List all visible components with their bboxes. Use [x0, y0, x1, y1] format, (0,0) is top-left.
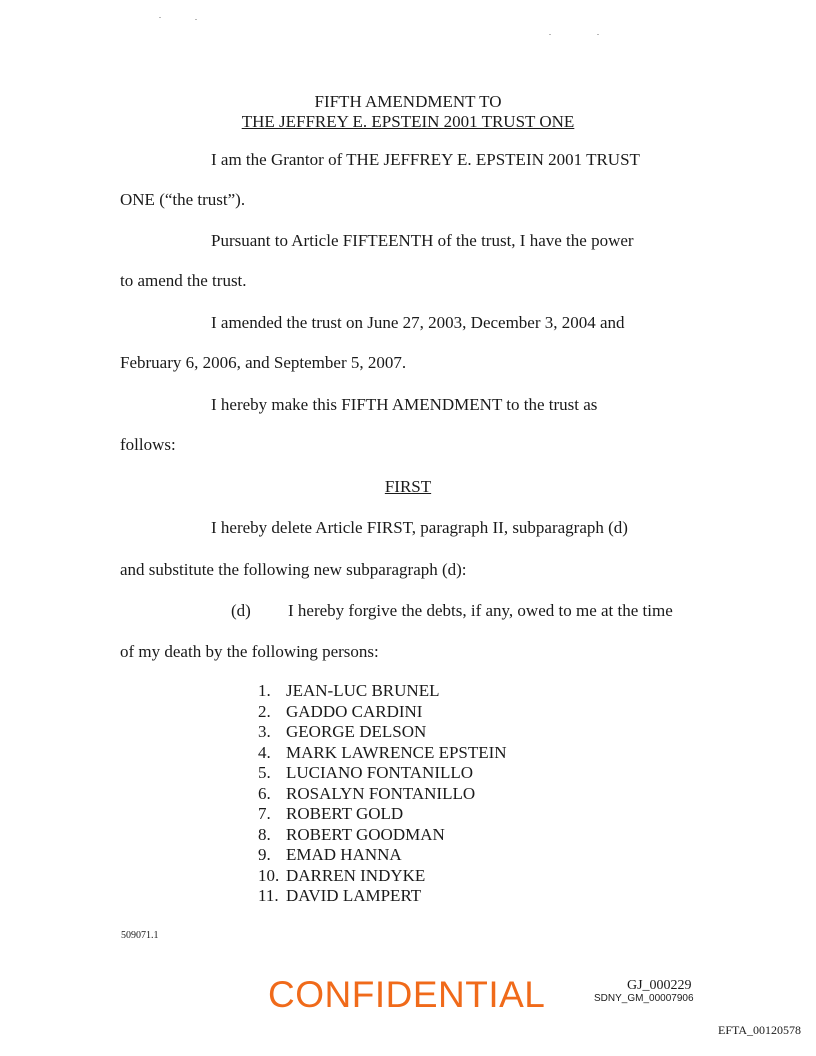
scan-speck	[195, 19, 197, 20]
paragraph-2-line-2: to amend the trust.	[120, 271, 247, 290]
list-item-number: 1.	[258, 681, 271, 700]
paragraph-3-line-1: I amended the trust on June 27, 2003, December 3, 2004 and	[211, 313, 625, 332]
list-item-name: LUCIANO FONTANILLO	[286, 763, 474, 782]
list-item	[258, 784, 507, 805]
subparagraph-line-2: of my death by the following persons:	[120, 642, 379, 661]
list-item	[258, 763, 507, 784]
document-number: 509071.1	[121, 930, 159, 941]
list-item-name: GADDO CARDINI	[286, 701, 423, 721]
paragraph-3-line-2: February 6, 2006, and September 5, 2007.	[120, 353, 407, 372]
list-item-number: 6.	[258, 783, 271, 803]
subparagraph-line-1: I hereby forgive the debts, if any, owed to me at the time	[288, 601, 673, 620]
list-item-name: EMAD HANNA	[286, 845, 402, 864]
list-item-name: JEAN-LUC BRUNEL	[286, 681, 440, 700]
scan-speck	[597, 34, 599, 35]
list-item-number: 7.	[258, 804, 271, 823]
list-item	[258, 866, 507, 887]
list-item-name: ROBERT GOODMAN	[286, 824, 445, 844]
paragraph-1-line-2: ONE (“the trust”).	[120, 190, 246, 209]
list-item-name: DARREN INDYKE	[286, 865, 426, 885]
paragraph-2-line-1: Pursuant to Article FIFTEENTH of the trust, I have the power	[211, 231, 634, 250]
list-item-name: GEORGE DELSON	[286, 722, 427, 741]
efta-number: EFTA_00120578	[718, 1023, 802, 1037]
section-para-line-2: and substitute the following new subparagraph (d):	[120, 560, 467, 579]
list-item-number: 11.	[258, 886, 279, 905]
list-item-name: ROSALYN FONTANILLO	[286, 783, 476, 803]
list-item-name: ROBERT GOLD	[286, 804, 404, 823]
list-item-number: 2.	[258, 701, 271, 721]
list-item-number: 4.	[258, 742, 271, 762]
paragraph-4-line-1: I hereby make this FIFTH AMENDMENT to the trust as	[211, 395, 598, 414]
list-item	[258, 804, 507, 825]
list-item-number: 3.	[258, 722, 271, 741]
list-item	[258, 722, 507, 743]
list-item-number: 10.	[258, 865, 280, 885]
bates-number-sdny: SDNY_GM_00007906	[594, 993, 694, 1004]
list-item	[258, 681, 507, 702]
list-item-number: 5.	[258, 763, 271, 782]
persons-list	[258, 681, 507, 907]
paragraph-1-line-1: I am the Grantor of THE JEFFREY E. EPSTEIN 2001 TRUST	[211, 150, 640, 169]
scan-speck	[549, 34, 551, 35]
confidential-stamp: CONFIDENTIAL	[268, 974, 546, 1015]
list-item	[258, 845, 507, 866]
list-item-number: 9.	[258, 845, 271, 864]
document-title-line-2: THE JEFFREY E. EPSTEIN 2001 TRUST ONE	[241, 112, 575, 131]
list-item-name: DAVID LAMPERT	[286, 886, 422, 905]
list-item	[258, 702, 507, 723]
list-item-number: 8.	[258, 824, 271, 844]
section-para-line-1: I hereby delete Article FIRST, paragraph II, subparagraph (d)	[211, 518, 628, 537]
subparagraph-label: (d)	[231, 601, 251, 620]
list-item	[258, 825, 507, 846]
bates-number-gj: GJ_000229	[627, 978, 692, 993]
list-item	[258, 743, 507, 764]
list-item	[258, 886, 507, 907]
scan-speck	[159, 17, 161, 18]
list-item-name: MARK LAWRENCE EPSTEIN	[286, 742, 507, 762]
paragraph-4-line-2: follows:	[120, 435, 176, 454]
section-heading-first: FIRST	[384, 477, 432, 496]
document-title-line-1: FIFTH AMENDMENT TO	[314, 92, 502, 111]
